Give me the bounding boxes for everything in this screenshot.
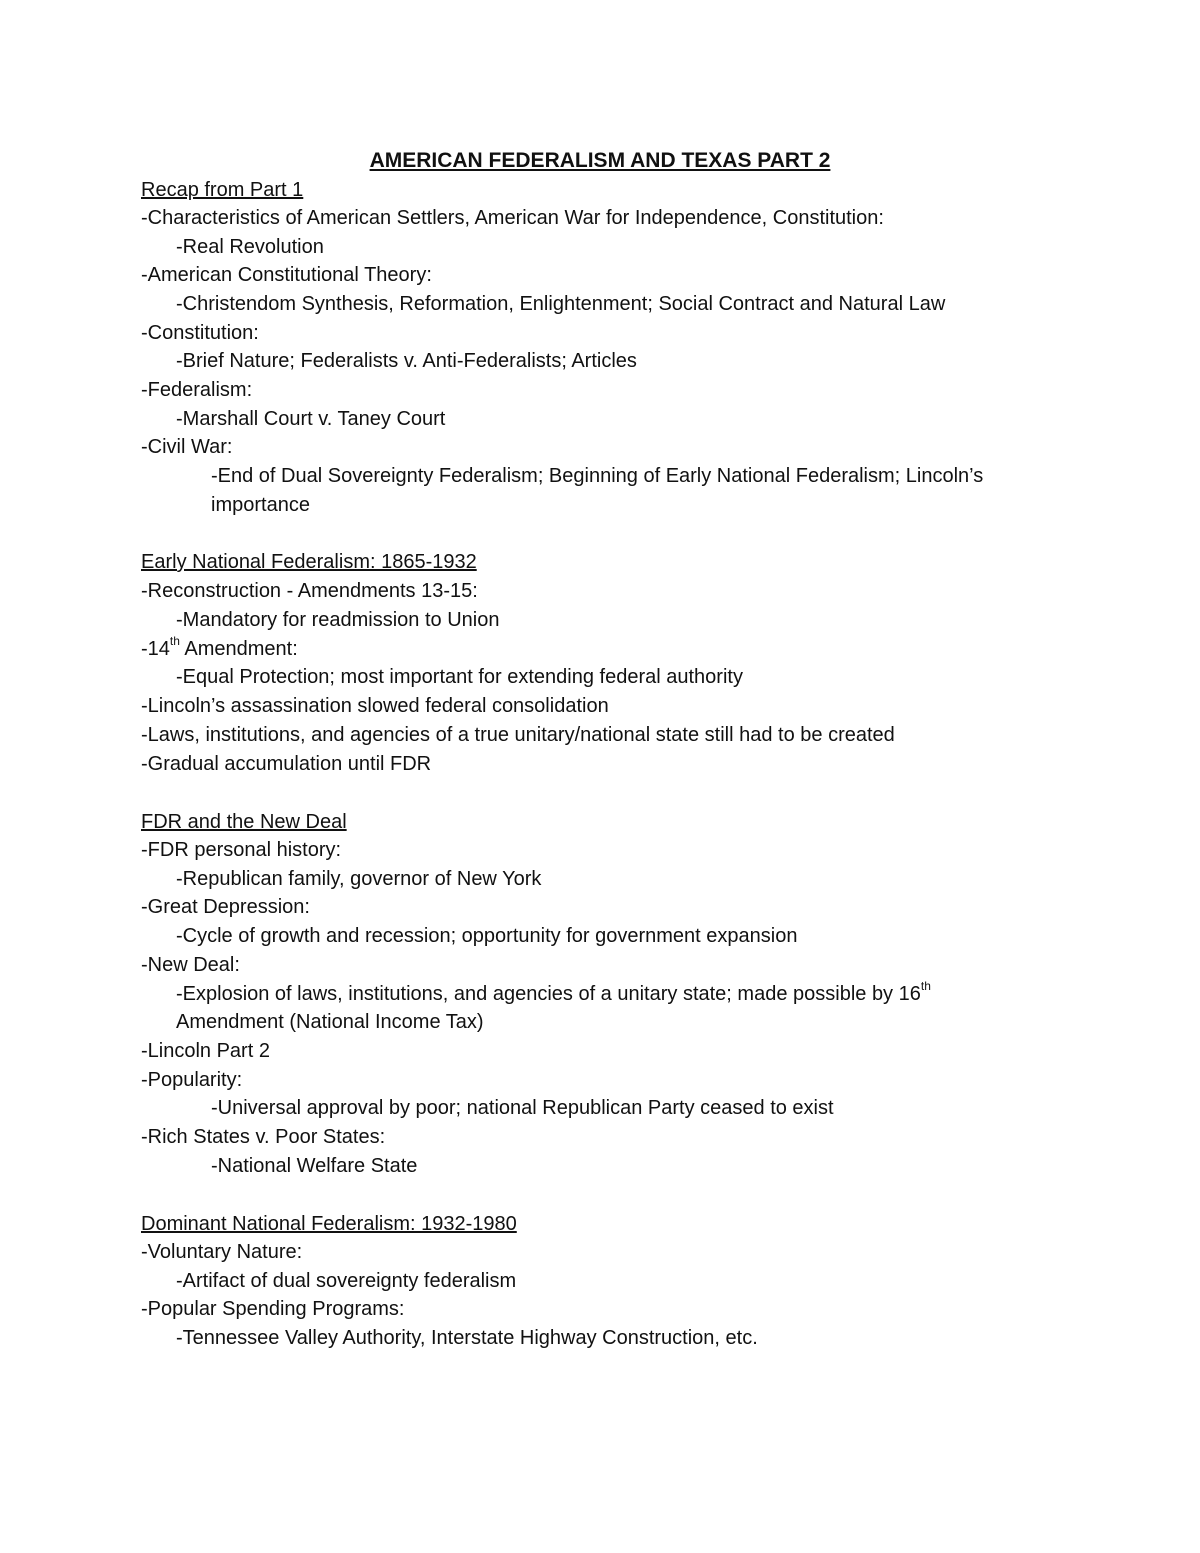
document-title: AMERICAN FEDERALISM AND TEXAS PART 2 [369,149,831,172]
list-item: -Laws, institutions, and agencies of a true unitary/national state still had to be created [141,724,895,746]
list-item: -Brief Nature; Federalists v. Anti-Federalists; Articles [176,350,637,372]
list-item: -Artifact of dual sovereignty federalism [176,1270,517,1292]
list-item [176,980,931,1008]
text-fragment: Amendment: [179,638,298,660]
section-heading-dominant: Dominant National Federalism: 1932-1980 [141,1213,517,1235]
list-item: -Marshall Court v. Taney Court [176,408,446,430]
list-item: -Gradual accumulation until FDR [141,753,432,775]
superscript: th [169,634,180,649]
list-item: -Rich States v. Poor States: [141,1126,386,1148]
list-item: -Popular Spending Programs: [141,1298,405,1320]
list-item: -Popularity: [141,1069,243,1091]
list-item: -New Deal: [141,954,240,976]
list-item: -FDR personal history: [141,839,342,861]
list-item: importance [211,494,310,516]
section-heading-early: Early National Federalism: 1865-1932 [141,551,477,573]
list-item: -Cycle of growth and recession; opportunity for government expansion [176,925,798,947]
list-item: -Christendom Synthesis, Reformation, Enlightenment; Social Contract and Natural Law [176,293,946,315]
list-item: -Mandatory for readmission to Union [176,609,500,631]
superscript: th [920,979,931,994]
list-item: -Lincoln Part 2 [141,1040,270,1062]
list-item [141,635,298,663]
list-item: -Universal approval by poor; national Republican Party ceased to exist [211,1097,834,1119]
list-item: -Great Depression: [141,896,310,918]
list-item: -Constitution: [141,322,259,344]
list-item: -Characteristics of American Settlers, American War for Independence, Constitution: [141,207,884,229]
section-heading-recap: Recap from Part 1 [141,179,304,201]
list-item: -Civil War: [141,436,233,458]
text-fragment: -14 [141,638,170,660]
list-item: -Federalism: [141,379,253,401]
list-item: -Lincoln’s assassination slowed federal consolidation [141,695,609,717]
list-item: Amendment (National Income Tax) [176,1011,484,1033]
list-item: -End of Dual Sovereignty Federalism; Beginning of Early National Federalism; Lincoln’s [211,465,984,487]
section-heading-fdr: FDR and the New Deal [141,811,347,833]
list-item: -National Welfare State [211,1155,418,1177]
list-item: -Real Revolution [176,236,324,258]
text-fragment: -Explosion of laws, institutions, and agencies of a unitary state; made possible by 16 [176,983,921,1005]
list-item: -Voluntary Nature: [141,1241,303,1263]
list-item: -Equal Protection; most important for extending federal authority [176,666,743,688]
list-item: -Tennessee Valley Authority, Interstate Highway Construction, etc. [176,1327,758,1349]
list-item: -American Constitutional Theory: [141,264,432,286]
list-item: -Republican family, governor of New York [176,868,542,890]
list-item: -Reconstruction - Amendments 13-15: [141,580,478,602]
